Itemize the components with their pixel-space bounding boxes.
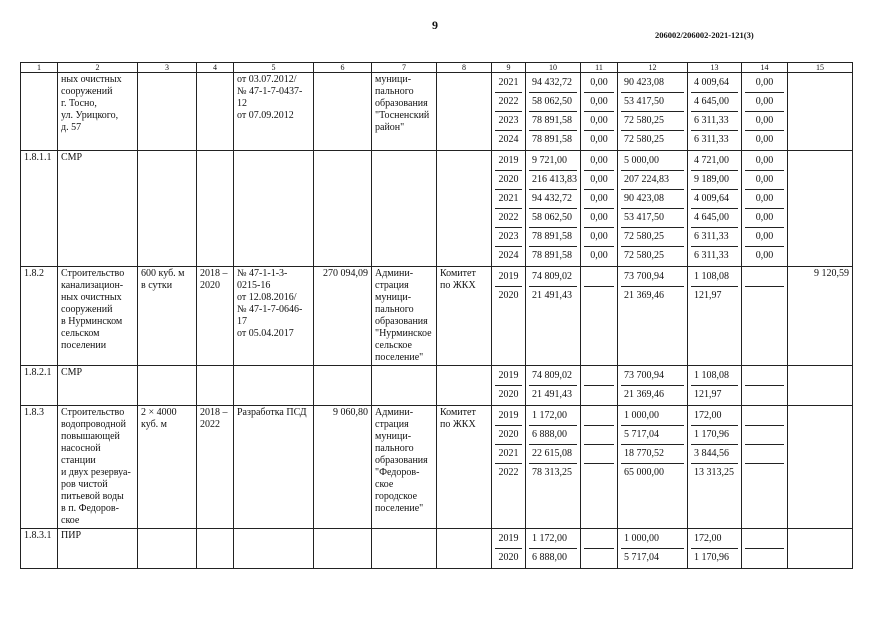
item-number-cell: 1.8.2.1: [21, 366, 58, 406]
year-value: 2019: [495, 152, 522, 171]
local-cell: [688, 406, 742, 529]
estimated-cost-cell: 270 094,09: [314, 267, 372, 366]
column-header: 4: [197, 63, 234, 73]
local-value: 6 311,33: [691, 112, 738, 131]
regional-value: 21 369,46: [624, 290, 664, 301]
responsible-cell: [437, 73, 492, 151]
object-name-cell: Строительство водопроводной повышающей насосной станции и двух резервуа- ров чистой питьевой воды в п. Федоров- ское: [58, 406, 138, 529]
year-value: 2019: [495, 268, 522, 287]
local-value: 6 311,33: [694, 134, 729, 145]
table-row: [21, 267, 853, 366]
column-header: 5: [234, 63, 314, 73]
total-value: 1 172,00: [529, 530, 577, 549]
local-value: 4 721,00: [691, 152, 738, 171]
table-row: [21, 406, 853, 529]
year-cell: [492, 151, 526, 267]
object-name-cell: СМР: [58, 151, 138, 267]
federal-value: [584, 287, 614, 305]
federal-value: [584, 464, 614, 482]
federal-value: 0,00: [584, 209, 614, 228]
total-value: 6 888,00: [532, 552, 567, 563]
total-value: 1 172,00: [529, 407, 577, 426]
item-number-cell: 1.8.1.1: [21, 151, 58, 267]
other-value: 0,00: [755, 134, 774, 145]
local-cell: [688, 73, 742, 151]
column-header: 13: [688, 63, 742, 73]
customer-cell: [372, 151, 437, 267]
year-value: 2021: [495, 445, 522, 464]
local-value: 121,97: [694, 290, 722, 301]
regional-value: 18 770,52: [621, 445, 684, 464]
year-value: 2023: [495, 228, 522, 247]
capacity-cell: [138, 529, 197, 569]
regional-value: 72 580,25: [621, 112, 684, 131]
total-value: 74 809,02: [529, 367, 577, 386]
responsible-cell: [437, 366, 492, 406]
year-value: 2019: [495, 407, 522, 426]
year-cell: [492, 529, 526, 569]
other-value: [745, 464, 784, 482]
other-cell: [742, 151, 788, 267]
regional-cell: [618, 151, 688, 267]
local-cell: [688, 151, 742, 267]
regional-value: 73 700,94: [621, 268, 684, 287]
table-row: [21, 366, 853, 406]
object-name-cell: СМР: [58, 366, 138, 406]
period-cell: [197, 529, 234, 569]
item-number-cell: 1.8.3: [21, 406, 58, 529]
column-header: 10: [526, 63, 581, 73]
year-value: 2020: [495, 171, 522, 190]
regional-value: 73 700,94: [621, 367, 684, 386]
investment-table: [20, 62, 853, 569]
column-header: 2: [58, 63, 138, 73]
year-cell: [492, 366, 526, 406]
object-name-cell: ных очистных сооружений г. Тосно, ул. Урицкого, д. 57: [58, 73, 138, 151]
total-value: 78 313,25: [532, 467, 572, 478]
federal-value: 0,00: [584, 93, 614, 112]
year-value: 2023: [495, 112, 522, 131]
regional-value: 90 423,08: [621, 190, 684, 209]
local-value: 1 108,08: [691, 268, 738, 287]
regional-value: 5 000,00: [621, 152, 684, 171]
total-cell: [526, 406, 581, 529]
column-header: 9: [492, 63, 526, 73]
local-value: 1 170,96: [694, 552, 729, 563]
federal-value: 0,00: [584, 228, 614, 247]
regional-cell: [618, 366, 688, 406]
year-value: 2020: [495, 426, 522, 445]
regional-value: 90 423,08: [621, 74, 684, 93]
column-header: 8: [437, 63, 492, 73]
column-number-row: [21, 63, 853, 73]
total-cell: [526, 267, 581, 366]
year-value: 2021: [495, 74, 522, 93]
column-15-cell: [788, 529, 853, 569]
federal-value: 0,00: [590, 134, 608, 145]
local-value: 6 311,33: [691, 228, 738, 247]
local-value: 13 313,25: [694, 467, 734, 478]
total-cell: [526, 73, 581, 151]
total-value: 94 432,72: [529, 74, 577, 93]
year-value: 2019: [495, 367, 522, 386]
customer-cell: муници- пального образования "Тосненский район": [372, 73, 437, 151]
regional-cell: [618, 406, 688, 529]
item-number-cell: [21, 73, 58, 151]
local-value: 3 844,56: [691, 445, 738, 464]
federal-value: [584, 268, 614, 287]
year-value: 2022: [495, 93, 522, 112]
regional-value: 5 717,04: [621, 426, 684, 445]
year-cell: [492, 73, 526, 151]
local-value: 6 311,33: [694, 250, 729, 261]
federal-value: 0,00: [590, 250, 608, 261]
year-value: 2024: [498, 134, 519, 145]
local-value: 172,00: [691, 407, 738, 426]
other-value: 0,00: [755, 250, 774, 261]
local-value: 4 009,64: [691, 190, 738, 209]
total-value: 6 888,00: [529, 426, 577, 445]
other-cell: [742, 406, 788, 529]
column-15-cell: [788, 406, 853, 529]
capacity-cell: [138, 151, 197, 267]
total-value: 94 432,72: [529, 190, 577, 209]
other-value: 0,00: [745, 209, 784, 228]
federal-value: [584, 445, 614, 464]
total-cell: [526, 151, 581, 267]
year-value: 2022: [498, 467, 519, 478]
total-value: 22 615,08: [529, 445, 577, 464]
other-cell: [742, 267, 788, 366]
year-value: 2020: [498, 389, 519, 400]
regional-value: 72 580,25: [624, 250, 664, 261]
period-cell: 2018 – 2020: [197, 267, 234, 366]
responsible-cell: Комитет по ЖКХ: [437, 267, 492, 366]
object-name-cell: Строительство канализацион- ных очистных сооружений в Нурминском сельском поселении: [58, 267, 138, 366]
regional-value: 207 224,83: [621, 171, 684, 190]
capacity-cell: 2 × 4000 куб. м: [138, 406, 197, 529]
expertise-reference-cell: [234, 529, 314, 569]
federal-cell: [581, 406, 618, 529]
column-header: 11: [581, 63, 618, 73]
regional-cell: [618, 267, 688, 366]
regional-value: 72 580,25: [621, 228, 684, 247]
expertise-reference-cell: от 03.07.2012/ № 47-1-7-0437- 12 от 07.09.2012: [234, 73, 314, 151]
total-value: 21 491,43: [532, 290, 572, 301]
total-value: 58 062,50: [529, 209, 577, 228]
column-header: 6: [314, 63, 372, 73]
column-15-cell: 9 120,59: [788, 267, 853, 366]
other-value: 0,00: [745, 74, 784, 93]
federal-value: [584, 426, 614, 445]
column-header: 3: [138, 63, 197, 73]
period-cell: [197, 366, 234, 406]
federal-value: [584, 367, 614, 386]
total-value: 78 891,58: [532, 134, 572, 145]
estimated-cost-cell: [314, 366, 372, 406]
total-cell: [526, 366, 581, 406]
year-value: 2022: [495, 209, 522, 228]
other-value: [745, 549, 784, 567]
regional-value: 21 369,46: [624, 389, 664, 400]
column-15-cell: [788, 366, 853, 406]
year-value: 2019: [495, 530, 522, 549]
table-row: [21, 151, 853, 267]
column-header: 7: [372, 63, 437, 73]
other-value: [745, 287, 784, 305]
responsible-cell: Комитет по ЖКХ: [437, 406, 492, 529]
column-15-cell: [788, 73, 853, 151]
responsible-cell: [437, 151, 492, 267]
capacity-cell: [138, 73, 197, 151]
federal-value: 0,00: [584, 190, 614, 209]
column-header: 14: [742, 63, 788, 73]
estimated-cost-cell: [314, 73, 372, 151]
federal-cell: [581, 366, 618, 406]
regional-value: 5 717,04: [624, 552, 659, 563]
other-value: [745, 268, 784, 287]
year-value: 2020: [498, 552, 519, 563]
federal-cell: [581, 267, 618, 366]
total-value: 216 413,83: [529, 171, 577, 190]
other-value: 0,00: [745, 112, 784, 131]
other-value: [745, 386, 784, 404]
total-value: 58 062,50: [529, 93, 577, 112]
regional-value: 65 000,00: [624, 467, 664, 478]
column-header: 15: [788, 63, 853, 73]
expertise-reference-cell: [234, 151, 314, 267]
year-cell: [492, 267, 526, 366]
total-value: 21 491,43: [532, 389, 572, 400]
year-value: 2021: [495, 190, 522, 209]
year-cell: [492, 406, 526, 529]
estimated-cost-cell: 9 060,80: [314, 406, 372, 529]
other-value: 0,00: [745, 152, 784, 171]
total-value: 9 721,00: [529, 152, 577, 171]
regional-value: 72 580,25: [624, 134, 664, 145]
regional-value: 53 417,50: [621, 93, 684, 112]
other-cell: [742, 529, 788, 569]
other-value: [745, 530, 784, 549]
federal-value: [584, 549, 614, 567]
other-value: [745, 426, 784, 445]
item-number-cell: 1.8.3.1: [21, 529, 58, 569]
estimated-cost-cell: [314, 529, 372, 569]
table-body: [21, 73, 853, 569]
federal-cell: [581, 73, 618, 151]
local-value: 9 189,00: [691, 171, 738, 190]
other-value: [745, 445, 784, 464]
local-value: 4 645,00: [691, 209, 738, 228]
other-value: [745, 367, 784, 386]
regional-value: 53 417,50: [621, 209, 684, 228]
page-number: 9: [432, 18, 438, 32]
total-cell: [526, 529, 581, 569]
local-value: 1 108,08: [691, 367, 738, 386]
other-value: 0,00: [745, 190, 784, 209]
expertise-reference-cell: Разработка ПСД: [234, 406, 314, 529]
year-value: 2024: [498, 250, 519, 261]
total-value: 78 891,58: [529, 228, 577, 247]
other-value: [745, 407, 784, 426]
estimated-cost-cell: [314, 151, 372, 267]
federal-value: [584, 386, 614, 404]
regional-value: 1 000,00: [621, 530, 684, 549]
column-header: 1: [21, 63, 58, 73]
document-code: 206002/206002-2021-121(3): [655, 30, 754, 40]
column-header: 12: [618, 63, 688, 73]
customer-cell: [372, 366, 437, 406]
total-value: 74 809,02: [529, 268, 577, 287]
federal-value: 0,00: [584, 74, 614, 93]
regional-cell: [618, 529, 688, 569]
other-value: 0,00: [745, 171, 784, 190]
table-row: [21, 73, 853, 151]
customer-cell: [372, 529, 437, 569]
capacity-cell: 600 куб. м в сутки: [138, 267, 197, 366]
local-cell: [688, 267, 742, 366]
item-number-cell: 1.8.2: [21, 267, 58, 366]
other-value: 0,00: [745, 228, 784, 247]
other-value: 0,00: [745, 93, 784, 112]
capacity-cell: [138, 366, 197, 406]
local-cell: [688, 366, 742, 406]
federal-value: 0,00: [584, 112, 614, 131]
federal-value: [584, 530, 614, 549]
table-row: [21, 529, 853, 569]
expertise-reference-cell: [234, 366, 314, 406]
federal-value: 0,00: [584, 152, 614, 171]
responsible-cell: [437, 529, 492, 569]
local-value: 4 009,64: [691, 74, 738, 93]
other-cell: [742, 366, 788, 406]
expertise-reference-cell: № 47-1-1-3- 0215-16 от 12.08.2016/ № 47-1-7-0646- 17 от 05.04.2017: [234, 267, 314, 366]
local-cell: [688, 529, 742, 569]
federal-value: 0,00: [584, 171, 614, 190]
federal-value: [584, 407, 614, 426]
federal-cell: [581, 151, 618, 267]
period-cell: [197, 151, 234, 267]
other-cell: [742, 73, 788, 151]
total-value: 78 891,58: [532, 250, 572, 261]
object-name-cell: ПИР: [58, 529, 138, 569]
customer-cell: Админи- страция муници- пального образования "Нурминское сельское поселение": [372, 267, 437, 366]
column-15-cell: [788, 151, 853, 267]
local-value: 172,00: [691, 530, 738, 549]
regional-cell: [618, 73, 688, 151]
period-cell: [197, 73, 234, 151]
federal-cell: [581, 529, 618, 569]
period-cell: 2018 – 2022: [197, 406, 234, 529]
customer-cell: Админи- страция муници- пального образования "Федоров- ское городское поселение": [372, 406, 437, 529]
year-value: 2020: [498, 290, 519, 301]
local-value: 1 170,96: [691, 426, 738, 445]
local-value: 4 645,00: [691, 93, 738, 112]
regional-value: 1 000,00: [621, 407, 684, 426]
local-value: 121,97: [694, 389, 722, 400]
total-value: 78 891,58: [529, 112, 577, 131]
